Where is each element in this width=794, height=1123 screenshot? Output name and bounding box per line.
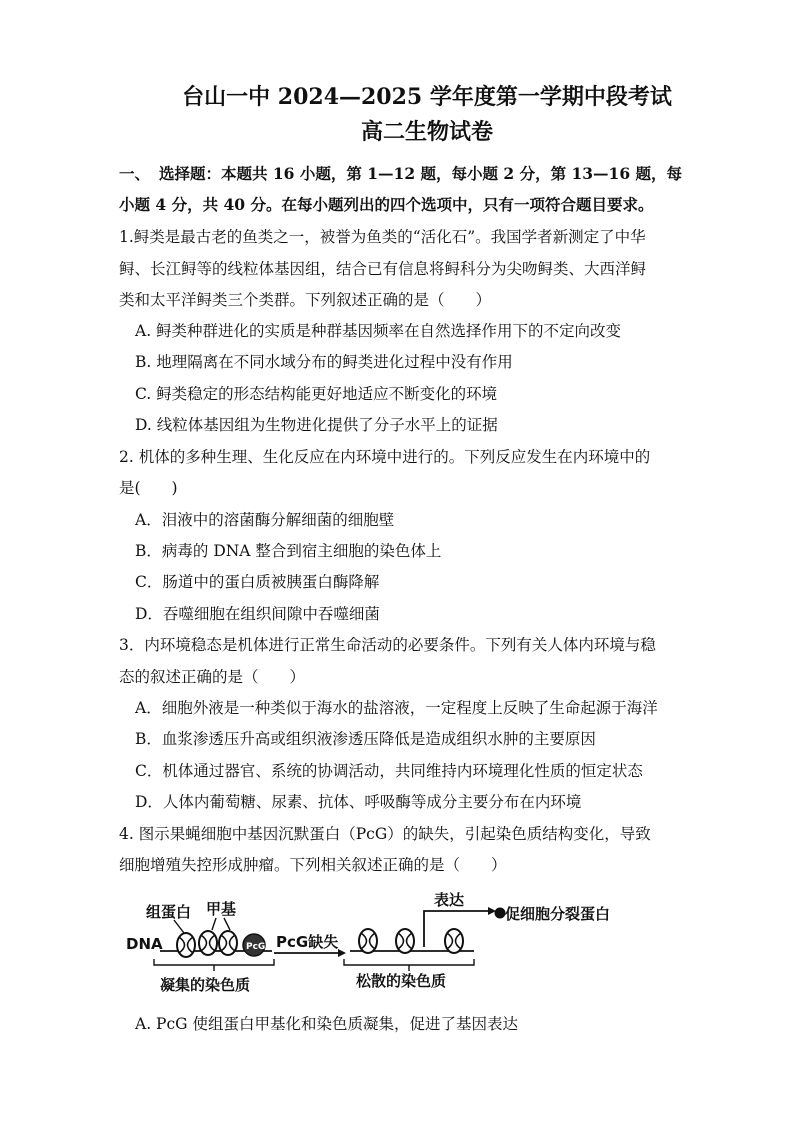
question-2-line-1: 2. 机体的多种生理、生化反应在内环境中进行的。下列反应发生在内环境中的 (119, 448, 651, 466)
nucleosome-icon (219, 931, 237, 955)
question-2-line-2: 是( ) (119, 479, 178, 497)
label-histone: 组蛋白 (146, 903, 192, 921)
nucleosome-icon (396, 929, 414, 953)
methyl-pointer (212, 918, 216, 930)
question-1-line-3: 类和太平洋鲟类三个类群。下列叙述正确的是（ ） (119, 291, 492, 309)
question-1-option-c: C. 鲟类稳定的形态结构能更好地适应不断变化的环境 (135, 385, 498, 403)
methyl-pointer (224, 918, 230, 930)
question-1-option-d: D. 线粒体基因组为生物进化提供了分子水平上的证据 (135, 416, 498, 434)
question-2-option-b: B．病毒的 DNA 整合到宿主细胞的染色体上 (135, 542, 442, 560)
question-1-line-1: 1.鲟类是最古老的鱼类之一，被誉为鱼类的“活化石”。我国学者新测定了中华 (119, 228, 646, 246)
label-condensed: 凝集的染色质 (160, 976, 251, 994)
question-3-option-b: B．血浆渗透压升高或组织液渗透压降低是造成组织水肿的主要原因 (135, 730, 596, 748)
question-4-line-1: 4. 图示果蝇细胞中基因沉默蛋白（PcG）的缺失，引起染色质结构变化，导致 (119, 825, 651, 843)
condensed-chromatin (154, 918, 274, 971)
exam-title: 台山一中 2024—2025 学年度第一学期中段考试 (182, 84, 672, 110)
question-1-option-b: B. 地理隔离在不同水域分布的鲟类进化过程中没有作用 (135, 353, 513, 371)
section-number: 一、 (119, 164, 151, 183)
section-instruction-line1: 选择题：本题共 16 小题，第 1—12 题，每小题 2 分，第 13—16 题，每 (159, 164, 683, 183)
label-pcg: PcG (246, 942, 266, 952)
question-3-option-c: C．机体通过器官、系统的协调活动，共同维持内环境理化性质的恒定状态 (135, 762, 643, 780)
section-instruction (119, 162, 681, 184)
chromatin-diagram (124, 887, 614, 999)
loose-chromatin (344, 929, 474, 971)
exam-subtitle: 高二生物试卷 (360, 119, 493, 145)
condensed-bracket (154, 959, 274, 971)
loose-bracket (344, 959, 474, 971)
question-2-option-d: D．吞噬细胞在组织间隙中吞噬细菌 (135, 605, 380, 623)
nucleosome-icon (359, 929, 377, 953)
question-3-option-a: A．细胞外液是一种类似于海水的盐溶液，一定程度上反映了生命起源于海洋 (135, 699, 658, 717)
question-1-option-a: A. 鲟类种群进化的实质是种群基因频率在自然选择作用下的不定向改变 (135, 322, 622, 340)
histone-pointer (174, 920, 184, 933)
question-2-option-a: A．泪液中的溶菌酶分解细菌的细胞壁 (135, 511, 395, 529)
nucleosome-icon (177, 933, 195, 957)
question-3-line-1: 3．内环境稳态是机体进行正常生命活动的必要条件。下列有关人体内环境与稳 (119, 636, 656, 654)
question-3-line-2: 态的叙述正确的是（ ） (119, 668, 306, 686)
label-loose: 松散的染色质 (356, 972, 447, 990)
arrow-expression (424, 907, 506, 947)
section-instruction-line2: 小题 4 分，共 40 分。在每小题列出的四个选项中，只有一项符合题目要求。 (119, 195, 654, 214)
question-4-option-a: A. PcG 使组蛋白甲基化和染色质凝集，促进了基因表达 (135, 1015, 518, 1033)
label-pcg-loss: PcG缺失 (276, 933, 339, 951)
nucleosome-icon (445, 929, 463, 953)
label-protein: 促细胞分裂蛋白 (505, 905, 611, 923)
pcg-protein-icon (243, 934, 265, 956)
protein-dot-icon (495, 908, 506, 919)
question-4-line-2: 细胞增殖失控形成肿瘤。下列相关叙述正确的是（ ） (119, 856, 507, 874)
label-dna: DNA (126, 935, 163, 953)
label-express: 表达 (434, 891, 465, 909)
question-1-line-2: 鲟、长江鲟等的线粒体基因组，结合已有信息将鲟科分为尖吻鲟类、大西洋鲟 (119, 260, 647, 278)
question-2-option-c: C．肠道中的蛋白质被胰蛋白酶降解 (135, 573, 380, 591)
label-methyl: 甲基 (206, 900, 237, 918)
question-3-option-d: D．人体内葡萄糖、尿素、抗体、呼吸酶等成分主要分布在内环境 (135, 793, 582, 811)
nucleosome-icon (199, 931, 217, 955)
